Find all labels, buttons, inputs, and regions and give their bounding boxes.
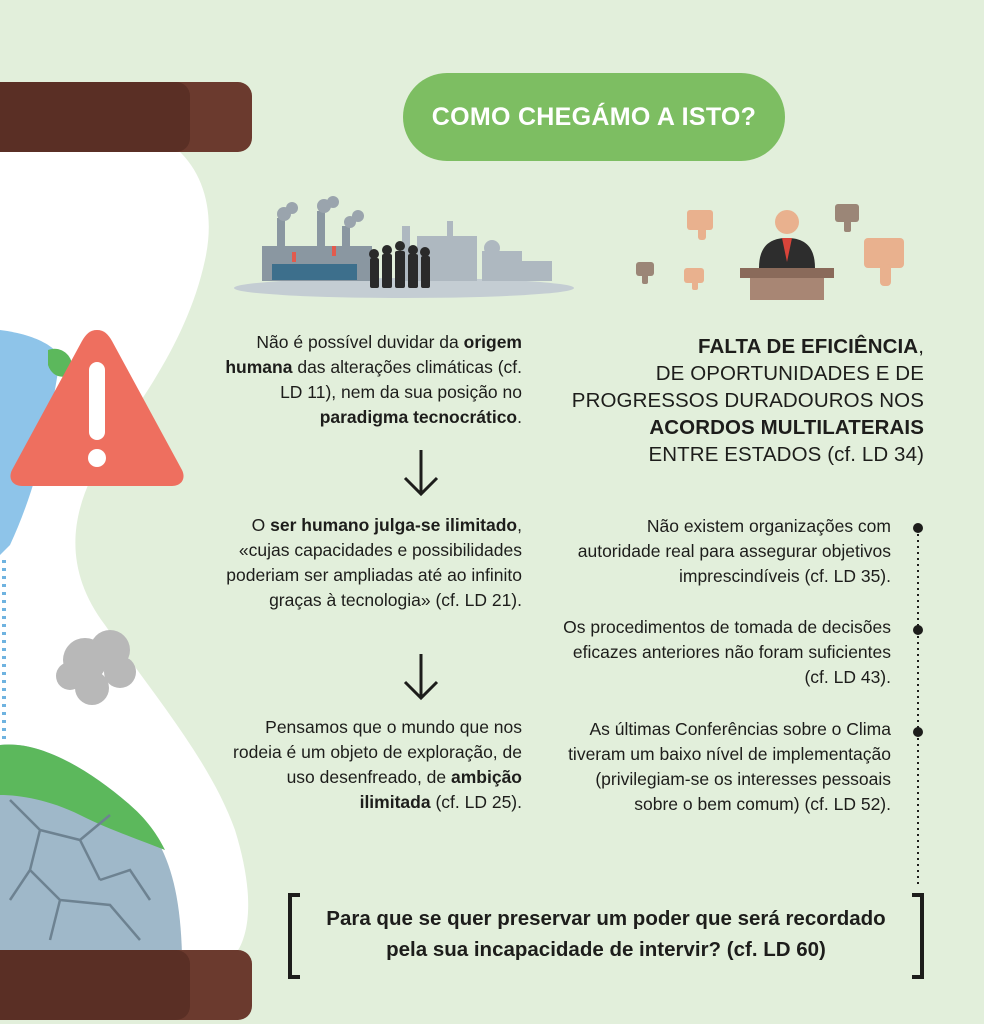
headline-comma: , — [918, 335, 924, 358]
page-title: COMO CHEGÁMO A ISTO? — [431, 102, 757, 131]
world-paragraph — [222, 715, 522, 815]
headline-line-1: FALTA DE EFICIÊNCIA — [698, 335, 919, 358]
quote-bracket-right — [912, 893, 924, 979]
quote-line-2: pela sua incapacidade de intervir? (cf. LD 60) — [386, 938, 826, 961]
speaker-podium-icon — [632, 196, 912, 300]
factory-icon — [232, 196, 577, 300]
headline-line-4: ACORDOS MULTILATERAIS — [649, 416, 924, 439]
arrow-down-icon — [401, 652, 441, 702]
p1-bold-paradigma: paradigma tecnocrático — [319, 407, 518, 427]
point-conferences: As últimas Conferências sobre o Clima tiveram um baixo nível de implementação (privilegiam-se os interesses pessoais sobre o bem comum) (cf. LD 52). — [568, 719, 891, 814]
arrow-down-icon — [401, 448, 441, 498]
point-procedures: Os procedimentos de tomada de decisões eficazes anteriores não foram suficientes (cf. LD 43). — [563, 617, 891, 687]
point-organizations: Não existem organizações com autoridade real para assegurar objetivos imprescindíveis (cf. LD 35). — [577, 516, 891, 586]
p2-text-c: , «cujas capacidades e possibilidades poderiam ser ampliadas até ao infinito graças à tecnologia» (cf. LD 21). — [226, 515, 522, 610]
origin-paragraph — [222, 330, 522, 430]
timeline-dots — [908, 520, 928, 890]
efficiency-headline — [544, 333, 924, 468]
closing-quote — [288, 893, 924, 979]
p3-bold-ambicao: ambição ilimitada — [359, 767, 522, 812]
p1-text-e: . — [517, 407, 522, 427]
p1-text-a: Não é possível duvidar da — [256, 332, 464, 352]
quote-text — [288, 903, 924, 965]
headline-line-3: PROGRESSOS DURADOUROS NOS — [571, 389, 924, 412]
human-paragraph — [222, 513, 522, 613]
p2-bold-ser-humano: ser humano julga-se ilimitado — [270, 515, 518, 535]
p3-text-a: Pensamos que o mundo que nos rodeia é um objeto de exploração, de uso desenfreado, de — [233, 717, 522, 787]
headline-line-5: ENTRE ESTADOS (cf. LD 34) — [648, 443, 924, 466]
headline-line-2: DE OPORTUNIDADES E DE — [655, 362, 924, 385]
quote-line-1: Para que se quer preservar um poder que será recordado — [326, 907, 886, 930]
p2-text-a: O — [251, 515, 271, 535]
p3-text-c: (cf. LD 25). — [430, 792, 522, 812]
p1-bold-origem: origem humana — [225, 332, 522, 377]
p1-text-c: das alterações climáticas (cf. LD 11), nem da sua posição no — [280, 357, 522, 402]
title-banner — [403, 73, 785, 161]
